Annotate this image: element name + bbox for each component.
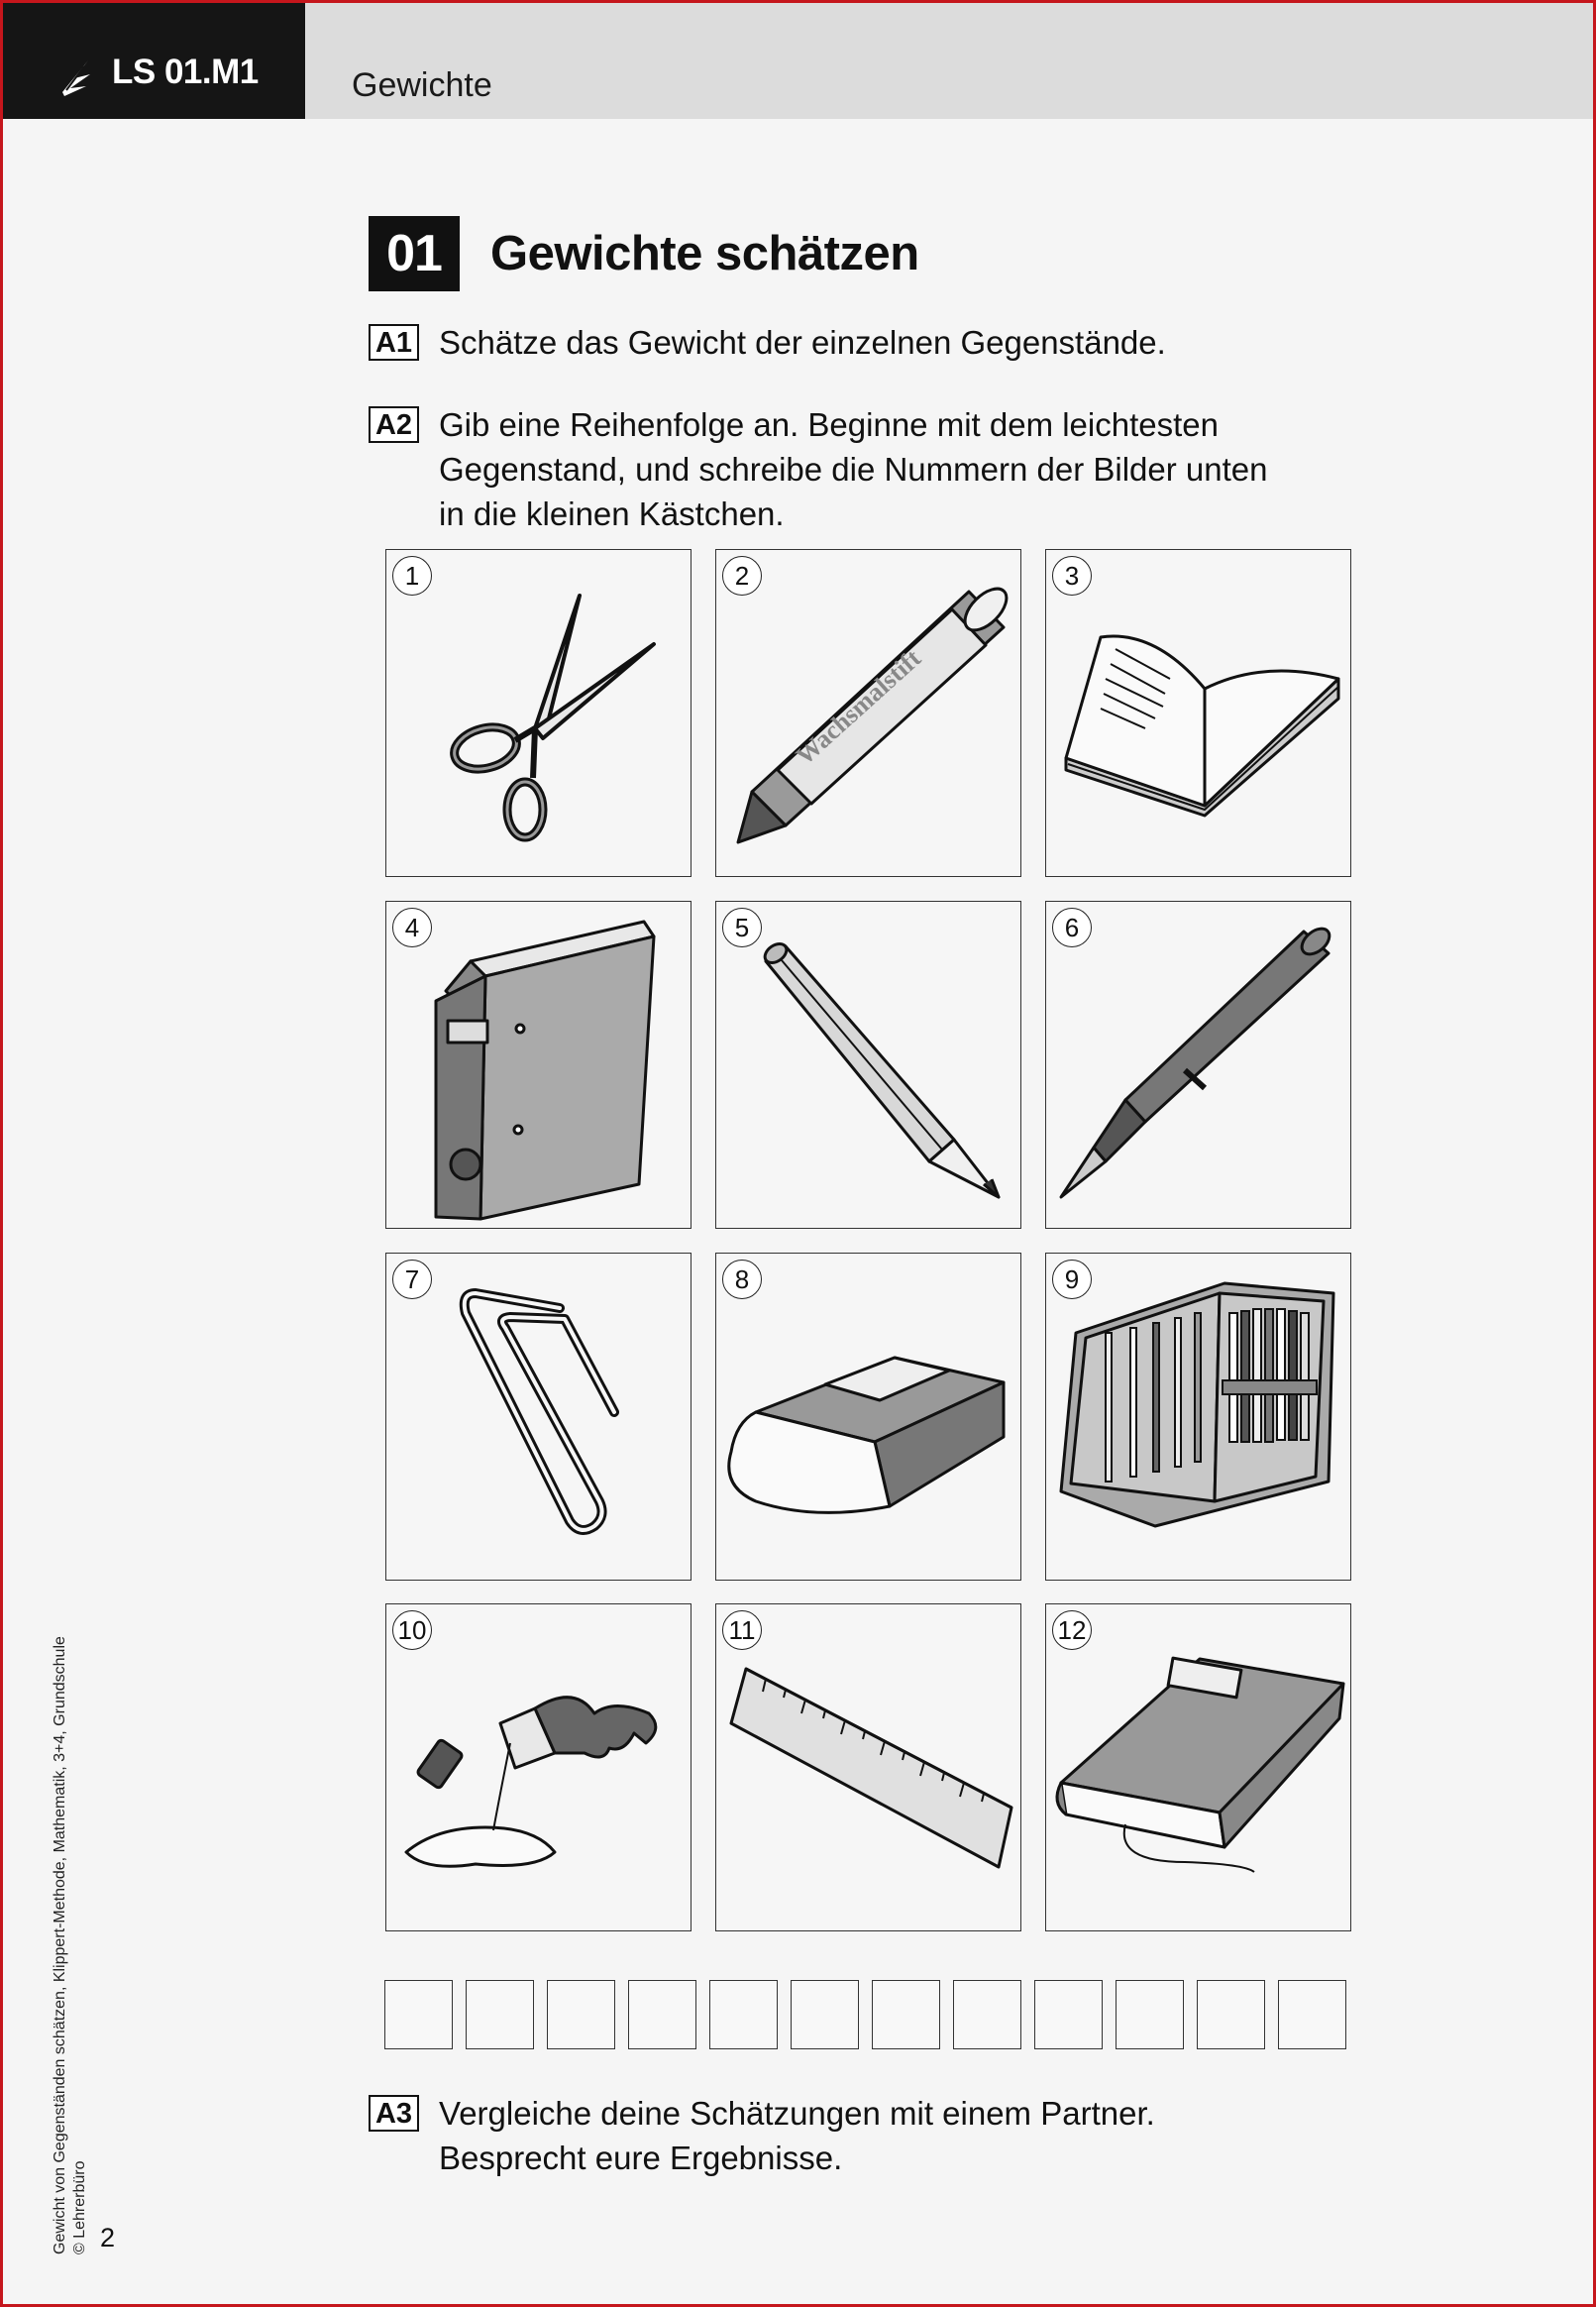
answer-box-6[interactable] [791, 1980, 859, 2049]
answer-box-5[interactable] [709, 1980, 778, 2049]
item-card-9 [1045, 1253, 1351, 1581]
answer-box-7[interactable] [872, 1980, 940, 2049]
item-number: 8 [722, 1260, 762, 1299]
item-card-8 [715, 1253, 1021, 1581]
ruler-icon [716, 1604, 1022, 1932]
answer-box-9[interactable] [1034, 1980, 1103, 2049]
item-card-3 [1045, 549, 1351, 877]
section-number: 01 [369, 216, 460, 291]
answer-box-3[interactable] [547, 1980, 615, 2049]
item-card-10 [385, 1603, 692, 1931]
header-code: LS 01.M1 [112, 53, 259, 91]
item-number: 6 [1052, 908, 1092, 947]
answer-box-2[interactable] [466, 1980, 534, 2049]
eraser-icon [716, 1254, 1022, 1582]
item-card-5 [715, 901, 1021, 1229]
item-number: 3 [1052, 556, 1092, 596]
task-text: Vergleiche deine Schätzungen mit einem Partner. Besprecht eure Ergebnisse. [439, 2095, 1155, 2176]
closed-book-icon [1046, 1604, 1352, 1932]
item-number: 4 [392, 908, 432, 947]
fountain-pen-icon [1046, 902, 1352, 1230]
page-number: 2 [100, 2223, 116, 2252]
item-number: 12 [1052, 1610, 1092, 1650]
answer-box-10[interactable] [1116, 1980, 1184, 2049]
header-band [3, 3, 1593, 119]
answer-box-1[interactable] [384, 1980, 453, 2049]
item-card-11 [715, 1603, 1021, 1931]
item-number: 1 [392, 556, 432, 596]
pencil-icon [716, 902, 1022, 1230]
source-line: Gewicht von Gegenständen schätzen, Klippert-Methode, Mathematik, 3+4, Grundschule [52, 1636, 68, 2254]
section-heading: Gewichte schätzen [490, 227, 919, 280]
answer-box-11[interactable] [1197, 1980, 1265, 2049]
open-book-icon [1046, 550, 1352, 878]
item-number: 11 [722, 1610, 762, 1650]
header-title: Gewichte [352, 66, 492, 104]
answer-box-12[interactable] [1278, 1980, 1346, 2049]
item-card-1 [385, 549, 692, 877]
item-card-12 [1045, 1603, 1351, 1931]
task-label: A2 [369, 406, 419, 443]
task-label: A1 [369, 324, 419, 361]
header-badge [3, 3, 305, 119]
crayon-label: Wachsmalstift [790, 643, 927, 771]
task-text: Schätze das Gewicht der einzelnen Gegenstände. [439, 324, 1166, 361]
answer-box-4[interactable] [628, 1980, 696, 2049]
pencil-case-icon [1046, 1254, 1352, 1582]
paperclip-icon [386, 1254, 692, 1582]
binder-icon [386, 902, 692, 1230]
item-card-4 [385, 901, 692, 1229]
copyright-line: © Lehrerbüro [71, 2160, 88, 2254]
item-number: 10 [392, 1610, 432, 1650]
item-card-6 [1045, 901, 1351, 1229]
task-label: A3 [369, 2095, 419, 2132]
item-number: 2 [722, 556, 762, 596]
logo-icon [60, 58, 92, 98]
crayon-icon [716, 550, 1022, 878]
task-text: Gib eine Reihenfolge an. Beginne mit dem leichtesten Gegenstand, und schreibe die Nummern der Bilder unten in die kleinen Kästchen. [439, 406, 1268, 532]
item-number: 9 [1052, 1260, 1092, 1299]
item-number: 7 [392, 1260, 432, 1299]
copyright-sidebar [51, 1636, 90, 2254]
answer-box-8[interactable] [953, 1980, 1021, 2049]
scissors-icon [386, 550, 692, 878]
item-card-7 [385, 1253, 692, 1581]
item-number: 5 [722, 908, 762, 947]
item-card-2 [715, 549, 1021, 877]
glue-tube-icon [386, 1604, 692, 1932]
